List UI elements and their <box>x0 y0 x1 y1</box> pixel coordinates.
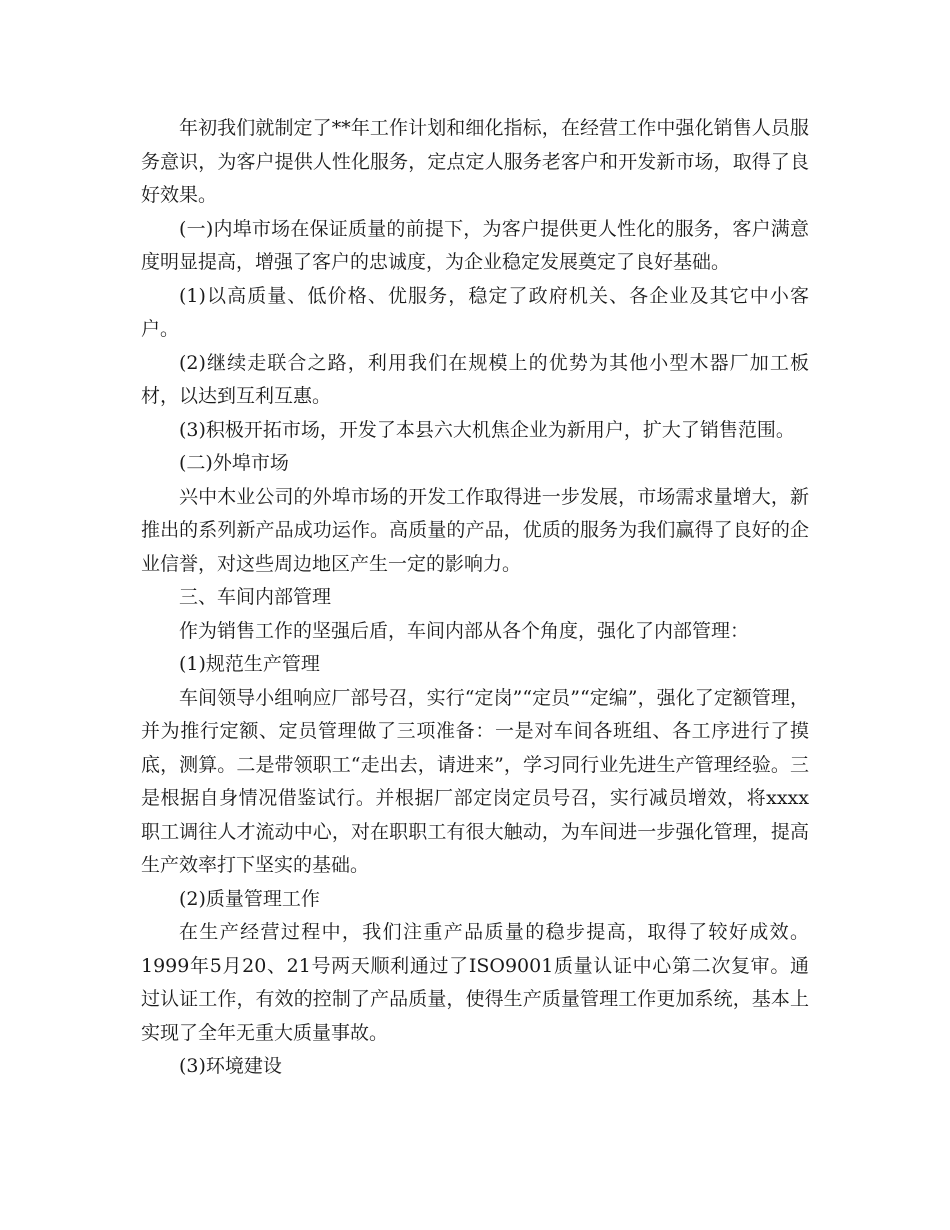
paragraph-domestic-item-3: (3)积极开拓市场，开发了本县六大机焦企业为新用户，扩大了销售范围。 <box>179 418 795 441</box>
paragraph-external-market: 兴中木业公司的外埠市场的开发工作取得进一步发展，市场需求量增大，新推出的系列新产品成功运作。高质量的产品，优质的服务为我们赢得了良好的企业信誉，对这些周边地区产生一定的影响力。 <box>141 485 809 575</box>
heading-environment-construction: (3)环境建设 <box>179 1055 282 1077</box>
heading-production-management: (1)规范生产管理 <box>179 653 320 675</box>
paragraph-quality-management: 在生产经营过程中，我们注重产品质量的稳步提高，取得了较好成效。1999年5月20、21号两天顺利通过了ISO9001质量认证中心第二次复审。通过认证工作，有效的控制了产品质量，使得生产质量管理工作更加系统，基本上实现了全年无重大质量事故。 <box>141 921 809 1044</box>
paragraph-domestic-item-2: (2)继续走联合之路，利用我们在规模上的优势为其他小型木器厂加工板材，以达到互利互惠。 <box>141 351 809 407</box>
heading-external-market: (二)外埠市场 <box>179 452 289 474</box>
paragraph-intro: 年初我们就制定了**年工作计划和细化指标，在经营工作中强化销售人员服务意识，为客户提供人性化服务，定点定人服务老客户和开发新市场，取得了良好效果。 <box>141 117 809 206</box>
paragraph-production-management: 车间领导小组响应厂部号召，实行“定岗”“定员”“定编”，强化了定额管理，并为推行定额、定员管理做了三项准备：一是对车间各班组、各工序进行了摸底，测算。二是带领职工“走出去，请进来”，学习同行业先进生产管理经验。三是根据自身情况借鉴试行。并根据厂部定岗定员号召，实行减员增效，将xxxx职工调往人才流动中心，对在职职工有很大触动，为车间进一步强化管理，提高生产效率打下坚实的基础。 <box>141 686 809 876</box>
document-body <box>141 112 809 1084</box>
heading-quality-management: (2)质量管理工作 <box>179 887 320 910</box>
paragraph-section-domestic-market: (一)内埠市场在保证质量的前提下，为客户提供更人性化的服务，客户满意度明显提高，增强了客户的忠诚度，为企业稳定发展奠定了良好基础。 <box>141 217 809 273</box>
heading-workshop-management: 三、车间内部管理 <box>179 586 332 608</box>
paragraph-domestic-item-1: (1)以高质量、低价格、优服务，稳定了政府机关、各企业及其它中小客户。 <box>141 284 809 340</box>
paragraph-workshop-intro: 作为销售工作的坚强后盾，车间内部从各个角度，强化了内部管理： <box>179 619 750 642</box>
